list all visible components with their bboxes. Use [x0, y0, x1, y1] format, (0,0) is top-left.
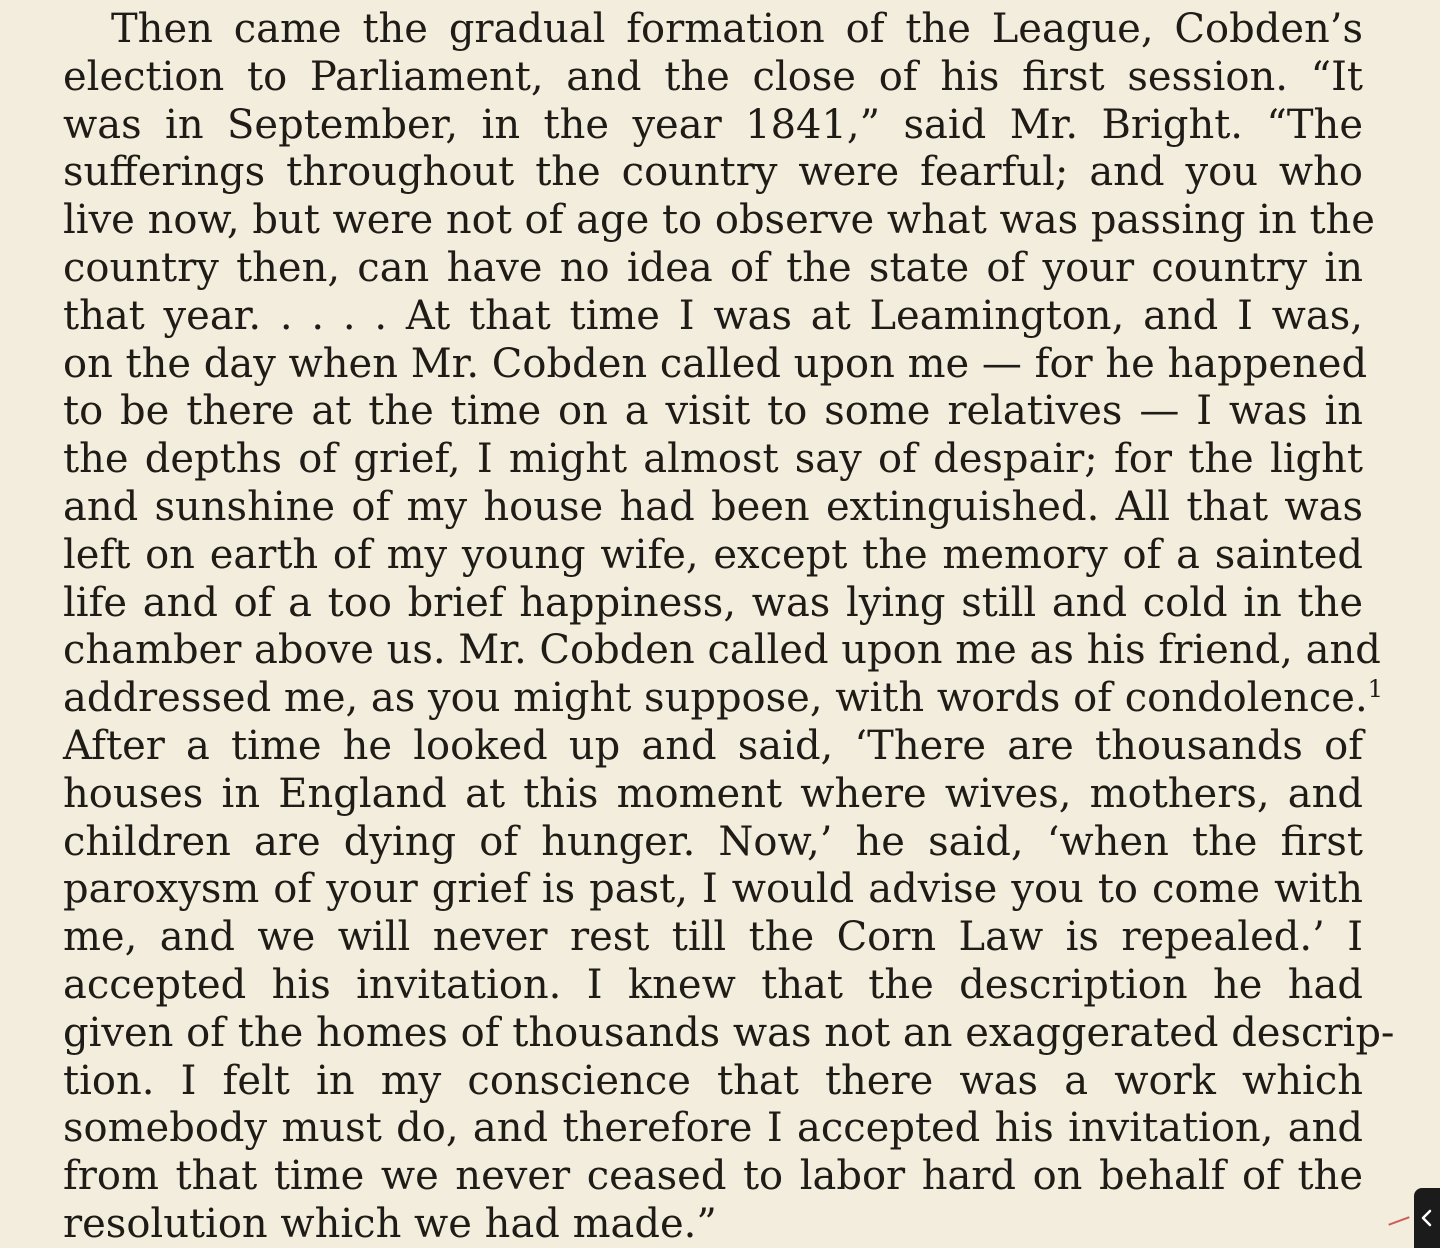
text-line: sufferings throughout the country were fearful; and you who	[63, 149, 1363, 196]
text-line: given of the homes of thousands was not an exaggerated descrip-	[63, 1009, 1395, 1056]
text-line: children are dying of hunger. Now,’ he said, ‘when the first	[63, 818, 1363, 865]
text-line: tion. I felt in my conscience that there was a work which	[63, 1057, 1363, 1104]
text-line: resolution which we had made.”	[63, 1200, 717, 1247]
footnote-marker[interactable]: 1	[1367, 675, 1383, 704]
text-line: life and of a too brief happiness, was lying still and cold in the	[63, 579, 1363, 626]
corner-toggle[interactable]	[1414, 1188, 1440, 1248]
paragraph	[63, 6, 1395, 1248]
text-line: houses in England at this moment where wives, mothers, and	[63, 770, 1363, 817]
text-line: that year. . . . . At that time I was at Leamington, and I was,	[63, 292, 1363, 339]
text-line: paroxysm of your grief is past, I would advise you to come with	[63, 866, 1363, 913]
text-line: and sunshine of my house had been extinguished. All that was	[63, 483, 1363, 530]
text-line: left on earth of my young wife, except the memory of a sainted	[63, 531, 1363, 578]
text-line: from that time we never ceased to labor hard on behalf of the	[63, 1153, 1363, 1200]
text-line: somebody must do, and therefore I accepted his invitation, and	[63, 1105, 1363, 1152]
text-line: accepted his invitation. I knew that the description he had	[63, 961, 1363, 1008]
text-line: After a time he looked up and said, ‘There are thousands of	[63, 722, 1363, 769]
text-line: chamber above us. Mr. Cobden called upon me as his friend, and	[63, 627, 1381, 674]
text-line: the depths of grief, I might almost say of despair; for the light	[63, 436, 1363, 483]
text-line: was in September, in the year 1841,” said Mr. Bright. “The	[63, 101, 1363, 148]
pen-mark	[1388, 1216, 1409, 1225]
text-line: me, and we will never rest till the Corn Law is repealed.’ I	[63, 914, 1363, 961]
text-line: addressed me, as you might suppose, with words of condolence.	[63, 675, 1368, 722]
text-line: live now, but were not of age to observe what was passing in the	[63, 197, 1375, 244]
text-line-with-footnote	[63, 675, 1383, 723]
text-line: country then, can have no idea of the state of your country in	[63, 244, 1363, 291]
text-line: to be there at the time on a visit to some relatives — I was in	[63, 388, 1363, 435]
chevron-icon	[1418, 1208, 1436, 1228]
text-line: on the day when Mr. Cobden called upon me — for he happened	[63, 340, 1368, 387]
text-line: Then came the gradual formation of the League, Cobden’s	[111, 6, 1363, 52]
text-line: election to Parliament, and the close of his first session. “It	[63, 53, 1363, 100]
